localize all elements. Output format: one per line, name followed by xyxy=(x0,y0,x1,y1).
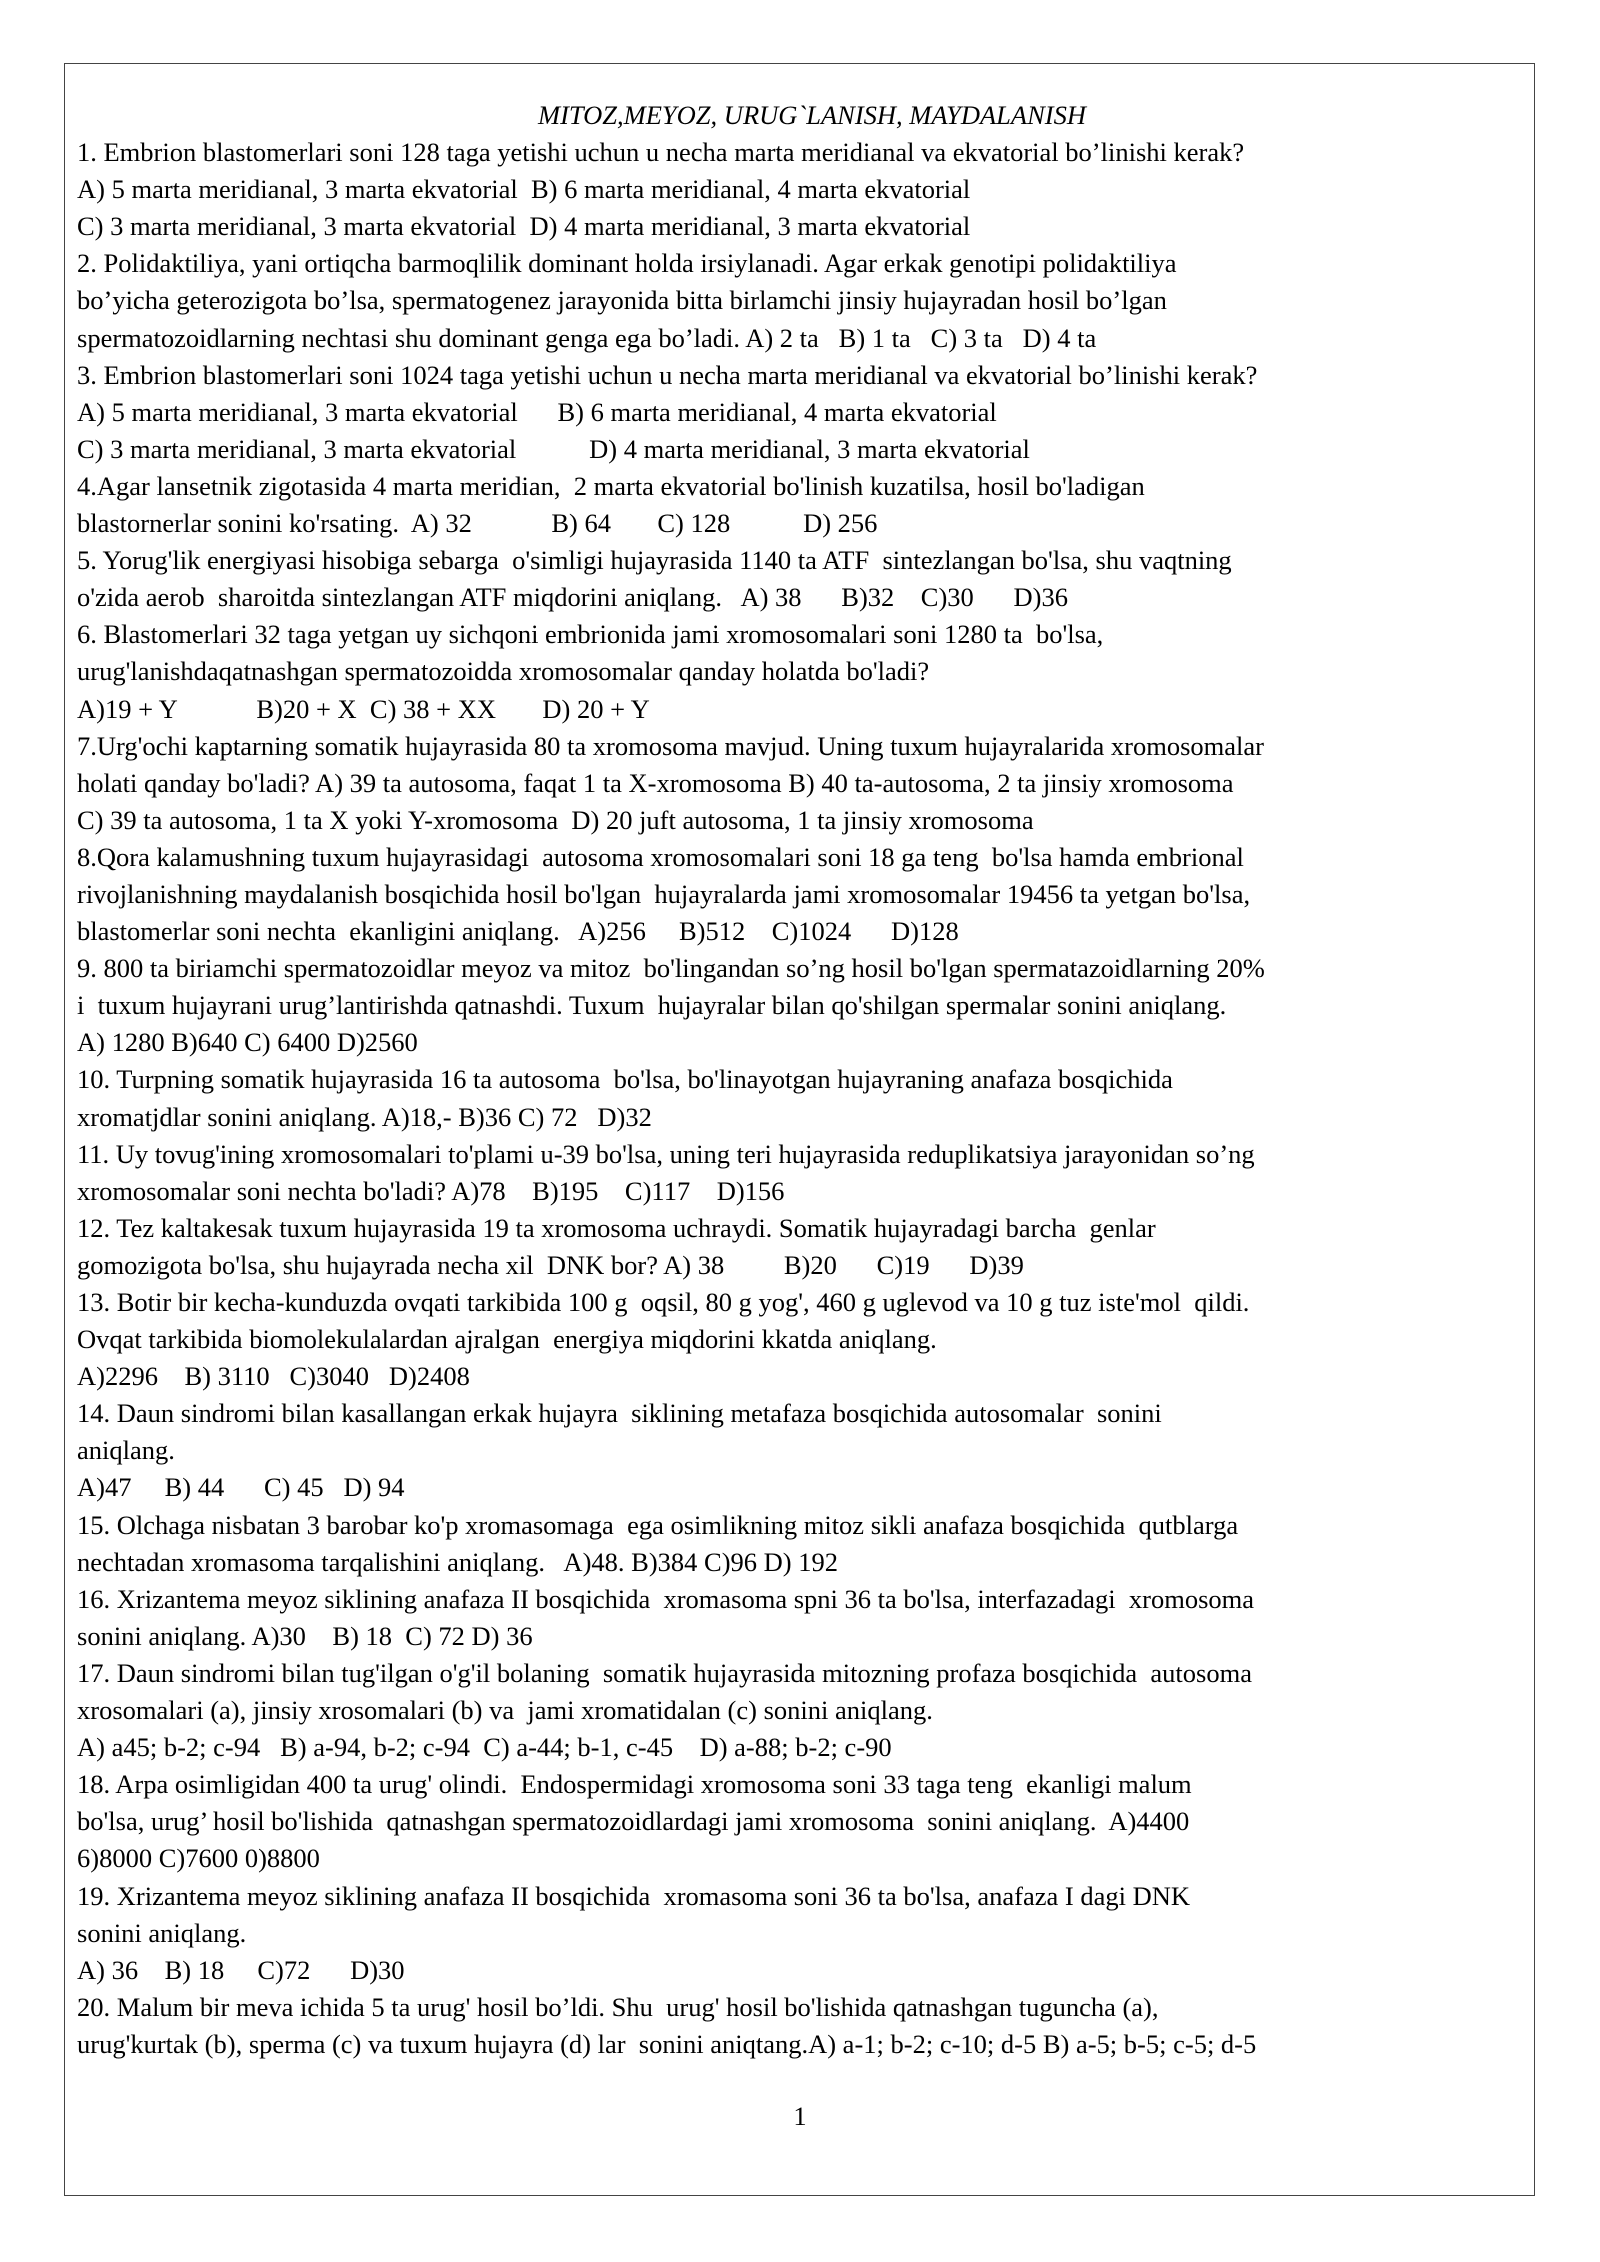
text-line: 4.Agar lansetnik zigotasida 4 marta meridian, 2 marta ekvatorial bo'linish kuzatilsa, hosil bo'ladigan xyxy=(77,470,1145,501)
text-line: 20. Malum bir meva ichida 5 ta urug' hosil bo’ldi. Shu urug' hosil bo'lishida qatnashgan tuguncha (a), xyxy=(77,1991,1159,2022)
text-line: A) a45; b-2; c-94 B) a-94, b-2; c-94 C) a-44; b-1, c-45 D) a-88; b-2; c-90 xyxy=(77,1732,892,1763)
text-line: spermatozoidlarning nechtasi shu dominant genga ega bo’ladi. A) 2 ta B) 1 ta C) 3 ta D) 4 ta xyxy=(77,322,1097,353)
text-line: nechtadan xromasoma tarqalishini aniqlang. A)48. B)384 C)96 D) 192 xyxy=(77,1546,838,1577)
text-line: A)2296 B) 3110 C)3040 D)2408 xyxy=(77,1361,470,1392)
text-line: A) 36 B) 18 C)72 D)30 xyxy=(77,1954,405,1985)
text-line: xrosomalari (a), jinsiy xrosomalari (b) va jami xromatidalan (c) sonini aniqlang. xyxy=(77,1695,933,1726)
text-line: 11. Uy tovug'ining xromosomalari to'plami u-39 bo'lsa, uning teri hujayrasida reduplikatsiya jarayonidan so’ng xyxy=(77,1138,1255,1169)
text-line: 18. Arpa osimligidan 400 ta urug' olindi. Endospermidagi xromosoma soni 33 taga teng ekanligi malum xyxy=(77,1769,1192,1800)
text-line: 9. 800 ta biriamchi spermatozoidlar meyoz va mitoz bo'lingandan so’ng hosil bo'lgan spermatazoidlarning 20% xyxy=(77,953,1265,984)
text-line: urug'lanishdaqatnashgan spermatozoidda xromosomalar qanday holatda bo'ladi? xyxy=(77,656,930,687)
text-line: 12. Tez kaltakesak tuxum hujayrasida 19 ta xromosoma uchraydi. Somatik hujayradagi barcha genlar xyxy=(77,1212,1156,1243)
text-line: bo'lsa, urug’ hosil bo'lishida qatnashgan spermatozoidlardagi jami xromosoma sonini aniqlang. A)4400 xyxy=(77,1806,1190,1837)
text-line: 16. Xrizantema meyoz siklining anafaza II bosqichida xromasoma spni 36 ta bo'lsa, interfazadagi xromosoma xyxy=(77,1583,1255,1614)
text-line: 5. Yorug'lik energiyasi hisobiga sebarga o'simligi hujayrasida 1140 ta ATF sintezlangan bo'lsa, shu vaqtning xyxy=(77,545,1232,576)
text-line: rivojlanishning maydalanish bosqichida hosil bo'lgan hujayralarda jami xromosomalar 19456 ta yetgan bo'lsa, xyxy=(77,878,1251,909)
text-line: A)19 + Y B)20 + X C) 38 + XX D) 20 + Y xyxy=(77,693,650,724)
text-line: holati qanday bo'ladi? A) 39 ta autosoma, faqat 1 ta X-xromosoma B) 40 ta-autosoma, 2 ta jinsiy xromosoma xyxy=(77,767,1234,798)
text-line: 19. Xrizantema meyoz siklining anafaza II bosqichida xromasoma soni 36 ta bo'lsa, anafaza I dagi DNK xyxy=(77,1880,1190,1911)
text-line: A) 1280 B)640 C) 6400 D)2560 xyxy=(77,1027,418,1058)
text-line: 6)8000 C)7600 0)8800 xyxy=(77,1843,320,1874)
text-line: A) 5 marta meridianal, 3 marta ekvatorial B) 6 marta meridianal, 4 marta ekvatorial xyxy=(77,396,997,427)
text-line: bo’yicha geterozigota bo’lsa, spermatogenez jarayonida bitta birlamchi jinsiy hujayradan hosil bo’lgan xyxy=(77,285,1167,316)
text-line: xromatjdlar sonini aniqlang. A)18,- B)36 C) 72 D)32 xyxy=(77,1101,652,1132)
text-line: 6. Blastomerlari 32 taga yetgan uy sichqoni embrionida jami xromosomalari soni 1280 ta bo'lsa, xyxy=(77,619,1104,650)
text-line: 10. Turpning somatik hujayrasida 16 ta autosoma bo'lsa, bo'linayotgan hujayraning anafaza bosqichida xyxy=(77,1064,1173,1095)
text-line: gomozigota bo'lsa, shu hujayrada necha xil DNK bor? A) 38 B)20 C)19 D)39 xyxy=(77,1249,1024,1280)
document-body xyxy=(77,97,1527,2063)
text-line: 17. Daun sindromi bilan tug'ilgan o'g'il bolaning somatik hujayrasida mitozning profaza bosqichida autosoma xyxy=(77,1657,1252,1688)
text-line: o'zida aerob sharoitda sintezlangan ATF miqdorini aniqlang. A) 38 B)32 C)30 D)36 xyxy=(77,582,1068,613)
text-line: 14. Daun sindromi bilan kasallangan erkak hujayra siklining metafaza bosqichida autosomalar sonini xyxy=(77,1398,1162,1429)
text-line: 2. Polidaktiliya, yani ortiqcha barmoqlilik dominant holda irsiylanadi. Agar erkak genotipi polidaktiliya xyxy=(77,248,1177,279)
text-line: blastornerlar sonini ko'rsating. A) 32 B) 64 C) 128 D) 256 xyxy=(77,508,878,539)
text-line: 13. Botir bir kecha-kunduzda ovqati tarkibida 100 g oqsil, 80 g yog', 460 g uglevod va 10 g tuz iste'mol qildi. xyxy=(77,1287,1250,1317)
text-line: urug'kurtak (b), sperma (c) va tuxum hujayra (d) lar sonini aniqtang.A) a-1; b-2; c-10; d-5 B) a-5; b-5; c-5; d-5 xyxy=(77,2028,1257,2059)
text-line: 7.Urg'ochi kaptarning somatik hujayrasida 80 ta xromosoma mavjud. Uning tuxum hujayralarida xromosomalar xyxy=(77,730,1264,761)
text-line: Ovqat tarkibida biomolekulalardan ajralgan energiya miqdorini kkatda aniqlang. xyxy=(77,1324,937,1355)
text-line: 1. Embrion blastomerlari soni 128 taga yetishi uchun u necha marta meridianal va ekvatorial bo’linishi kerak? xyxy=(77,137,1245,168)
text-line: C) 3 marta meridianal, 3 marta ekvatorial D) 4 marta meridianal, 3 marta ekvatorial xyxy=(77,211,971,242)
text-line: 8.Qora kalamushning tuxum hujayrasidagi autosoma xromosomalari soni 18 ga teng bo'lsa hamda embrional xyxy=(77,841,1244,872)
text-line: A) 5 marta meridianal, 3 marta ekvatorial B) 6 marta meridianal, 4 marta ekvatorial xyxy=(77,174,971,205)
text-line: A)47 B) 44 C) 45 D) 94 xyxy=(77,1472,405,1503)
text-line: C) 39 ta autosoma, 1 ta X yoki Y-xromosoma D) 20 juft autosoma, 1 ta jinsiy xromosoma xyxy=(77,804,1034,835)
text-line: 3. Embrion blastomerlari soni 1024 taga yetishi uchun u necha marta meridianal va ekvatorial bo’linishi kerak? xyxy=(77,359,1258,390)
text-line: C) 3 marta meridianal, 3 marta ekvatorial D) 4 marta meridianal, 3 marta ekvatorial xyxy=(77,433,1030,464)
text-line: sonini aniqlang. xyxy=(77,1917,247,1948)
text-line: xromosomalar soni nechta bo'ladi? A)78 B)195 C)117 D)156 xyxy=(77,1175,785,1206)
text-line: aniqlang. xyxy=(77,1435,175,1466)
question-list xyxy=(77,134,1527,2063)
page-title: MITOZ,MEYOZ, URUG`LANISH, MAYDALANISH xyxy=(538,100,1086,130)
text-line: blastomerlar soni nechta ekanligini aniqlang. A)256 B)512 C)1024 D)128 xyxy=(77,916,959,947)
text-line: sonini aniqlang. A)30 B) 18 C) 72 D) 36 xyxy=(77,1620,533,1651)
page-number: 1 xyxy=(793,2101,807,2131)
text-line: i tuxum hujayrani urug’lantirishda qatnashdi. Tuxum hujayralar bilan qo'shilgan spermalar sonini aniqlang. xyxy=(77,990,1227,1021)
text-line: 15. Olchaga nisbatan 3 barobar ko'p xromasomaga ega osimlikning mitoz sikli anafaza bosqichida qutblarga xyxy=(77,1509,1239,1540)
